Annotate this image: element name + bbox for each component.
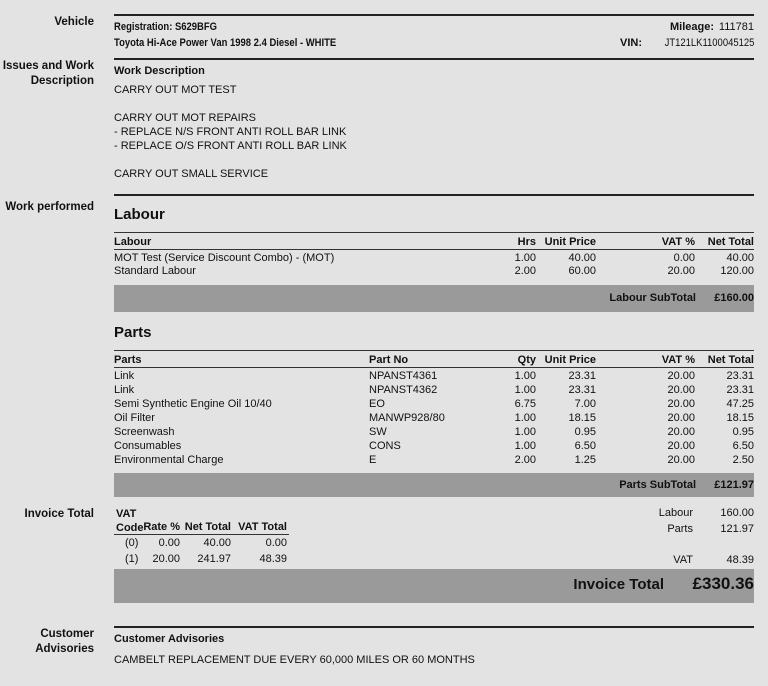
vat-header-underline xyxy=(114,534,289,535)
parts-col-net: Net Total xyxy=(707,354,754,366)
vat-net: 241.97 xyxy=(197,553,231,565)
part-number: NPANST4361 xyxy=(369,370,438,382)
section-label-work-performed: Work performed xyxy=(5,201,94,213)
section-label-issues-line1: Issues and Work xyxy=(2,60,94,72)
vat-col-code xyxy=(116,507,144,535)
labour-vat: 20.00 xyxy=(667,265,695,277)
part-qty: 6.75 xyxy=(514,398,536,410)
part-vat: 20.00 xyxy=(667,440,695,452)
labour-col-net: Net Total xyxy=(707,236,754,248)
work-line: - REPLACE O/S FRONT ANTI ROLL BAR LINK xyxy=(114,140,347,152)
labour-name: Standard Labour xyxy=(114,265,196,277)
invoice-total-value: £330.36 xyxy=(692,574,754,593)
divider xyxy=(114,58,754,60)
part-qty: 1.00 xyxy=(514,384,536,396)
part-name: Consumables xyxy=(114,440,182,452)
divider xyxy=(114,367,754,368)
labour-subtotal-label: Labour SubTotal xyxy=(609,292,696,304)
part-vat: 20.00 xyxy=(667,454,695,466)
labour-col-name: Labour xyxy=(114,236,152,248)
divider xyxy=(114,232,754,233)
divider xyxy=(114,350,754,351)
totals-vat-value: 48.39 xyxy=(726,554,754,566)
part-unit-price: 23.31 xyxy=(568,384,596,396)
parts-col-part-no: Part No xyxy=(369,354,409,366)
work-line: CARRY OUT MOT TEST xyxy=(114,84,237,96)
section-label-issues xyxy=(3,59,94,89)
totals-labour-value: 160.00 xyxy=(720,507,754,519)
part-unit-price: 0.95 xyxy=(574,426,596,438)
section-label-advisories-line2: Advisories xyxy=(35,643,94,655)
labour-col-vat: VAT % xyxy=(661,236,695,248)
part-net: 23.31 xyxy=(726,370,754,382)
parts-col-name: Parts xyxy=(114,354,142,366)
mileage-label: Mileage: xyxy=(669,21,714,33)
part-net: 6.50 xyxy=(732,440,754,452)
divider xyxy=(114,194,754,196)
vat-code: (1) xyxy=(125,553,139,565)
vat-col-code-line2: Code xyxy=(116,522,144,534)
part-net: 18.15 xyxy=(726,412,754,424)
vehicle-description: Toyota Hi-Ace Power Van 1998 2.4 Diesel - WHITE xyxy=(114,37,337,49)
vat-net: 40.00 xyxy=(203,537,231,549)
vat-col-vat: VAT Total xyxy=(238,521,287,533)
parts-subtotal-value: £121.97 xyxy=(714,479,754,491)
labour-hrs: 1.00 xyxy=(514,252,536,264)
advisories-text: CAMBELT REPLACEMENT DUE EVERY 60,000 MILES OR 60 MONTHS xyxy=(114,654,475,666)
work-line: - REPLACE N/S FRONT ANTI ROLL BAR LINK xyxy=(114,126,347,138)
part-number: CONS xyxy=(369,440,401,452)
labour-unit-price: 60.00 xyxy=(568,265,596,277)
part-unit-price: 18.15 xyxy=(568,412,596,424)
part-unit-price: 23.31 xyxy=(568,370,596,382)
section-label-advisories-line1: Customer xyxy=(40,628,94,640)
part-qty: 1.00 xyxy=(514,412,536,424)
section-label-vehicle: Vehicle xyxy=(54,16,94,28)
work-description-lines xyxy=(114,83,347,181)
part-vat: 20.00 xyxy=(667,384,695,396)
part-vat: 20.00 xyxy=(667,412,695,424)
part-qty: 1.00 xyxy=(514,440,536,452)
part-net: 0.95 xyxy=(732,426,754,438)
labour-name: MOT Test (Service Discount Combo) - (MOT) xyxy=(114,252,335,264)
vat-col-rate: Rate % xyxy=(143,521,180,533)
part-name: Link xyxy=(114,370,135,382)
vat-rate: 0.00 xyxy=(158,537,180,549)
part-number: NPANST4362 xyxy=(369,384,438,396)
part-net: 2.50 xyxy=(732,454,754,466)
vat-col-code-line1: VAT xyxy=(116,508,137,520)
labour-net: 40.00 xyxy=(726,252,754,264)
part-number: SW xyxy=(369,426,387,438)
part-name: Screenwash xyxy=(114,426,175,438)
divider xyxy=(114,14,754,16)
totals-vat-label: VAT xyxy=(673,554,693,566)
vin-label: VIN: xyxy=(620,37,642,49)
parts-col-unit-price: Unit Price xyxy=(544,354,596,366)
parts-heading: Parts xyxy=(114,324,152,341)
labour-unit-price: 40.00 xyxy=(568,252,596,264)
part-name: Environmental Charge xyxy=(114,454,224,466)
work-line: CARRY OUT SMALL SERVICE xyxy=(114,168,269,180)
part-unit-price: 1.25 xyxy=(574,454,596,466)
labour-subtotal-value: £160.00 xyxy=(714,292,754,304)
section-label-advisories xyxy=(35,627,94,657)
totals-labour-label: Labour xyxy=(658,507,693,519)
registration: Registration: S629BFG xyxy=(114,21,218,33)
vin-value: JT121LK1100045125 xyxy=(664,37,754,49)
totals-parts-value: 121.97 xyxy=(720,523,754,535)
vat-code: (0) xyxy=(125,537,139,549)
vat-total: 0.00 xyxy=(265,537,287,549)
labour-hrs: 2.00 xyxy=(514,265,536,277)
part-name: Oil Filter xyxy=(114,412,155,424)
totals-parts-label: Parts xyxy=(667,523,693,535)
part-net: 23.31 xyxy=(726,384,754,396)
vat-rate: 20.00 xyxy=(152,553,180,565)
invoice-total-label: Invoice Total xyxy=(573,576,664,593)
divider xyxy=(114,626,754,628)
part-unit-price: 7.00 xyxy=(574,398,596,410)
advisories-title: Customer Advisories xyxy=(114,633,225,645)
section-label-invoice-total: Invoice Total xyxy=(24,508,94,520)
labour-col-hrs: Hrs xyxy=(517,236,536,248)
part-name: Semi Synthetic Engine Oil 10/40 xyxy=(114,398,272,410)
part-number: MANWP928/80 xyxy=(369,412,445,424)
mileage-value: 111781 xyxy=(718,21,754,33)
part-vat: 20.00 xyxy=(667,426,695,438)
part-number: EO xyxy=(369,398,385,410)
section-label-issues-line2: Description xyxy=(30,75,94,87)
parts-subtotal-label: Parts SubTotal xyxy=(619,479,696,491)
parts-col-vat: VAT % xyxy=(661,354,695,366)
part-vat: 20.00 xyxy=(667,370,695,382)
vat-col-net: Net Total xyxy=(184,521,231,533)
work-description-title: Work Description xyxy=(114,65,205,77)
divider xyxy=(114,249,754,250)
work-line: CARRY OUT MOT REPAIRS xyxy=(114,112,257,124)
part-name: Link xyxy=(114,384,135,396)
part-qty: 1.00 xyxy=(514,370,536,382)
part-qty: 1.00 xyxy=(514,426,536,438)
part-net: 47.25 xyxy=(726,398,754,410)
work-line xyxy=(114,97,347,111)
part-qty: 2.00 xyxy=(514,454,536,466)
parts-col-qty: Qty xyxy=(517,354,536,366)
work-line xyxy=(114,153,347,167)
labour-vat: 0.00 xyxy=(673,252,695,264)
labour-heading: Labour xyxy=(114,206,165,223)
part-vat: 20.00 xyxy=(667,398,695,410)
labour-net: 120.00 xyxy=(720,265,754,277)
labour-col-unit-price: Unit Price xyxy=(544,236,596,248)
part-number: E xyxy=(369,454,377,466)
part-unit-price: 6.50 xyxy=(574,440,596,452)
vat-total: 48.39 xyxy=(259,553,287,565)
